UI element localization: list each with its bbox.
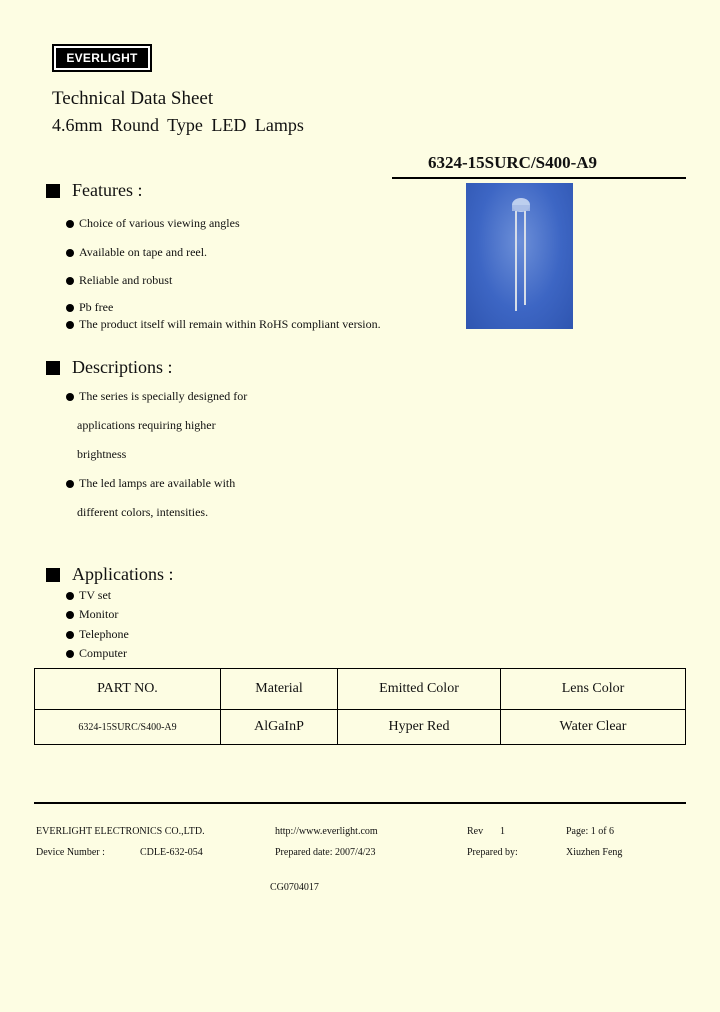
document-subtitle: 4.6mm Round Type LED Lamps [52,115,304,135]
application-text: Computer [79,646,127,660]
footer-page: Page: 1 of 6 [566,826,615,837]
features-heading [46,180,142,201]
feature-item [66,273,172,288]
header-cell: Emitted Color [338,669,501,710]
application-item [66,588,111,603]
description-item [66,476,235,491]
bullet-dot-icon [66,631,74,639]
description-text: different colors, intensities. [77,505,209,519]
led-product-photo [466,183,573,329]
table-cell: Water Clear [501,710,686,745]
table-header-row [35,669,686,710]
feature-item [66,317,381,332]
bullet-dot-icon [66,321,74,329]
header-cell: Lens Color [501,669,686,710]
bullet-dot-icon [66,650,74,658]
part-spec-table [34,668,686,745]
feature-text: Available on tape and reel. [79,245,208,259]
bullet-dot-icon [66,220,74,228]
footer-prepared-by-label: Prepared by: [467,847,518,858]
feature-text: The product itself will remain within RoHS compliant version. [79,317,381,331]
bullet-dot-icon [66,249,74,257]
logo-text: EVERLIGHT [56,48,148,68]
bullet-dot-icon [66,611,74,619]
footer-divider [34,802,686,804]
footer-prepared-by-value: Xiuzhen Feng [566,847,623,858]
square-bullet-icon [46,568,60,582]
application-text: Monitor [79,607,119,621]
table-cell: Hyper Red [338,710,501,745]
features-heading-text: Features : [72,180,143,200]
bullet-dot-icon [66,592,74,600]
feature-text: Choice of various viewing angles [79,216,240,230]
led-lamp-illustration [466,183,573,329]
feature-text: Reliable and robust [79,273,173,287]
everlight-logo [52,44,152,72]
application-item [66,627,129,642]
footer-rev-value: 1 [500,826,505,837]
header-cell: PART NO. [35,669,221,710]
bullet-dot-icon [66,480,74,488]
header-cell: Material [221,669,338,710]
header-divider [392,177,686,179]
description-text: brightness [77,447,127,461]
feature-item [66,300,113,315]
descriptions-heading-text: Descriptions : [72,357,173,377]
application-text: Telephone [79,627,129,641]
application-item [66,607,118,622]
footer-rev-label: Rev [467,826,484,837]
bullet-dot-icon [66,393,74,401]
square-bullet-icon [46,184,60,198]
description-text: applications requiring higher [77,418,216,432]
footer-device-label: Device Number : [36,847,105,858]
footer-company: EVERLIGHT ELECTRONICS CO.,LTD. [36,826,205,837]
feature-text: Pb free [79,300,114,314]
feature-item [66,216,240,231]
table-cell: AlGaInP [221,710,338,745]
bullet-dot-icon [66,277,74,285]
table-row [35,710,686,745]
description-item [66,389,247,404]
applications-heading [46,564,174,585]
table-cell: 6324-15SURC/S400-A9 [35,710,221,745]
applications-heading-text: Applications : [72,564,174,584]
footer-device-value: CDLE-632-054 [140,847,203,858]
description-text: The led lamps are available with [79,476,236,490]
bullet-dot-icon [66,304,74,312]
footer-prepared-date: Prepared date: 2007/4/23 [275,847,376,858]
application-text: TV set [79,588,112,602]
square-bullet-icon [46,361,60,375]
footer-url[interactable]: http://www.everlight.com [275,826,378,837]
document-title: Technical Data Sheet [52,88,214,109]
feature-item [66,245,207,260]
descriptions-heading [46,357,173,378]
description-text: The series is specially designed for [79,389,248,403]
part-number-heading: 6324-15SURC/S400-A9 [428,153,598,172]
application-item [66,646,127,661]
footer-doc-code: CG0704017 [270,882,319,893]
